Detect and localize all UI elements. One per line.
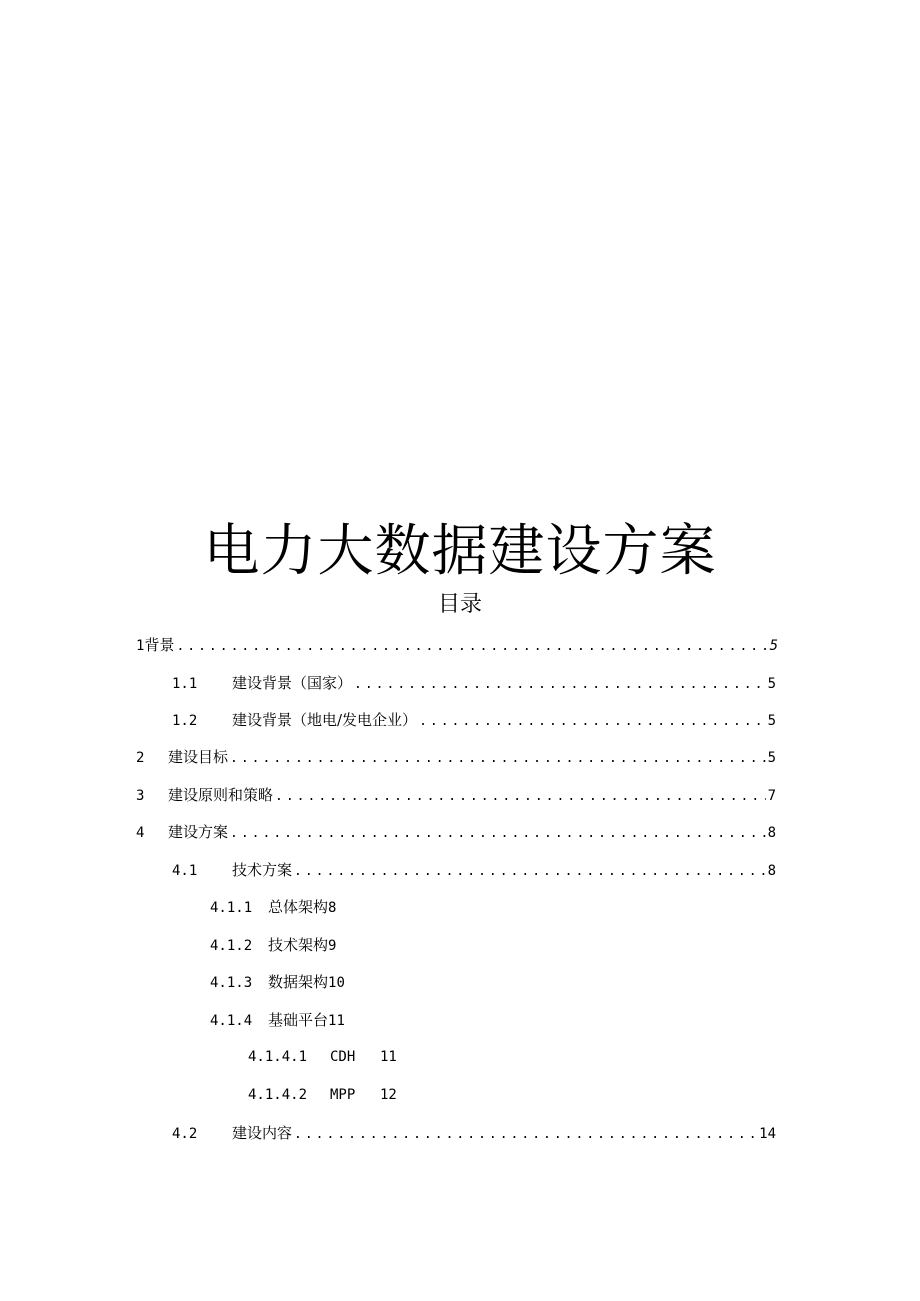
- toc-entry-page: 11: [380, 1049, 397, 1065]
- toc-entry-number: 1.1: [172, 676, 198, 692]
- toc-entry-title: 背景: [144, 636, 175, 654]
- toc-entry-title: 建设内容: [232, 1124, 293, 1142]
- toc-entry[interactable]: [210, 1008, 345, 1032]
- toc-entry-title: 建设背景（国家）: [232, 674, 353, 692]
- toc-entry-number: 4.1: [172, 863, 198, 879]
- document-title: 电力大数据建设方案: [203, 519, 717, 584]
- toc-entry-number: 4.1.4.2: [248, 1087, 308, 1103]
- toc-entry-title: 技术架构: [268, 936, 329, 954]
- toc-heading: 目录: [437, 592, 482, 617]
- toc-entry[interactable]: [210, 895, 336, 919]
- toc-entry-number: 4: [136, 825, 145, 841]
- toc-entry-title: 建设原则和策略: [168, 786, 274, 804]
- toc-entry-page: 8: [767, 863, 776, 879]
- toc-entry[interactable]: [136, 633, 778, 657]
- toc-dot-leader: [176, 635, 767, 659]
- toc-entry-number: 4.1.2: [210, 938, 253, 954]
- toc-entry-number: 4.1.4: [210, 1013, 253, 1029]
- toc-entry-title: 基础平台: [268, 1011, 329, 1029]
- toc-entry[interactable]: [172, 671, 776, 695]
- toc-entry-number: 1: [136, 638, 145, 654]
- toc-entry-number: 4.1.1: [210, 900, 253, 916]
- toc-entry-page: 5: [767, 676, 776, 692]
- toc-entry-title: 数据架构: [268, 973, 329, 991]
- toc-dot-leader: [275, 785, 766, 809]
- toc-entry-title: 技术方案: [232, 861, 293, 879]
- toc-entry-title: 总体架构: [268, 898, 329, 916]
- toc-dot-leader: [230, 747, 766, 771]
- toc-dot-leader: [354, 673, 766, 697]
- toc-entry-page: 8: [328, 900, 337, 916]
- toc-entry[interactable]: [248, 1045, 397, 1069]
- toc-entry-title: 建设背景（地电/发电企业）: [232, 711, 418, 729]
- toc-entry-number: 4.1.4.1: [248, 1049, 308, 1065]
- toc-entry-title: MPP: [330, 1087, 356, 1103]
- toc-dot-leader: [230, 822, 766, 846]
- toc-entry-page: 9: [328, 938, 337, 954]
- toc-entry-title: 建设方案: [168, 823, 229, 841]
- toc-entry[interactable]: [136, 820, 776, 844]
- toc-entry[interactable]: [136, 783, 776, 807]
- toc-entry[interactable]: [172, 1121, 776, 1145]
- toc-entry-number: 1.2: [172, 713, 198, 729]
- toc-entry-page: 14: [759, 1126, 776, 1142]
- toc-entry-number: 2: [136, 750, 145, 766]
- toc-entry[interactable]: [248, 1083, 397, 1107]
- toc-entry[interactable]: [210, 970, 345, 994]
- toc-entry-page: 7: [767, 788, 776, 804]
- toc-dot-leader: [419, 710, 766, 734]
- toc-entry-page: 11: [328, 1013, 345, 1029]
- toc-entry-number: 4.1.3: [210, 975, 253, 991]
- toc-dot-leader: [294, 1123, 757, 1147]
- toc-entry[interactable]: [172, 858, 776, 882]
- toc-entry-page: 5: [767, 750, 776, 766]
- toc-entry[interactable]: [210, 933, 336, 957]
- toc-entry-number: 3: [136, 788, 145, 804]
- toc-entry-page: 10: [328, 975, 345, 991]
- toc-entry-page: 12: [380, 1087, 397, 1103]
- toc-entry[interactable]: [136, 745, 776, 769]
- toc-dot-leader: [294, 860, 766, 884]
- toc-entry-page: 8: [767, 825, 776, 841]
- toc-entry[interactable]: [172, 708, 776, 732]
- toc-entry-page: 5: [769, 638, 778, 654]
- toc-entry-page: 5: [767, 713, 776, 729]
- toc-entry-number: 4.2: [172, 1126, 198, 1142]
- toc-entry-title: CDH: [330, 1049, 356, 1065]
- toc-entry-title: 建设目标: [168, 748, 229, 766]
